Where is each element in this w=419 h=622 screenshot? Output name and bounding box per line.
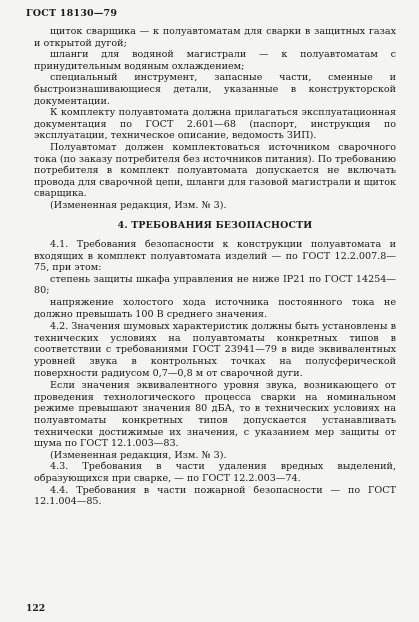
paragraph: специальный инструмент, запасные части, сменные и быстроизнашивающиеся детали, указанные в конструкторской документации. — [34, 72, 396, 107]
paragraph: 4.3. Требования в части удаления вредных выделений, образующихся при сварке, — по ГОСТ 12.2.003—74. — [34, 461, 396, 484]
amendment-note: (Измененная редакция, Изм. № 3). — [50, 199, 227, 211]
paragraph: щиток сварщика — к полуавтоматам для сварки в защитных газах и открытой дугой; — [34, 26, 396, 49]
paragraph: шланги для водяной магистрали — к полуавтоматам с принудительным водяным охлаждением; — [34, 49, 396, 72]
paragraph: 4.4. Требования в части пожарной безопасности — по ГОСТ 12.1.004—85. — [34, 484, 396, 508]
amendment-note: (Измененная редакция, Изм. № 3). — [50, 449, 227, 461]
paragraph: Полуавтомат должен комплектоваться источником сварочного тока (по заказу потребителя без источников питания). По требованию потребителя в комплект полуавтомата допускается не включать провода для сварочной цепи, шланги для газовой магистрали и щиток сварщика. — [34, 141, 396, 200]
page-header: ГОСТ 18130—79 — [26, 8, 118, 19]
document-body — [34, 26, 396, 508]
section-heading: 4. ТРЕБОВАНИЯ БЕЗОПАСНОСТИ — [117, 219, 313, 231]
paragraph: 4.2. Значения шумовых характеристик должны быть установлены в технических условиях на полуавтоматы конкретных типов в соответствии с требованиями ГОСТ 23941—79 в виде эквивалентных уровней звука в контрольных точках на полусферической поверхности радиусом 0,7—0,8 м от сварочной дуги. — [34, 321, 396, 379]
paragraph: К комплекту полуавтомата должна прилагаться эксплуатационная документация по ГОСТ 2.601—68 (паспорт, инструкция по эксплуатации, техническое описание, ведомость ЗИП). — [34, 107, 396, 142]
paragraph: степень защиты шкафа управления не ниже IP21 по ГОСТ 14254—80; — [34, 273, 396, 297]
paragraph: напряжение холостого хода источника постоянного тока не должно превышать 100 В среднего значения. — [34, 297, 396, 320]
paragraph: 4.1. Требования безопасности к конструкции полуавтомата и входящих в комплект полуавтомата изделий — по ГОСТ 12.2.007.8—75, при этом: — [34, 239, 396, 274]
page-number: 122 — [26, 603, 46, 614]
paragraph: Если значения эквивалентного уровня звука, возникающего от проведения технологического процесса сварки на номинальном режиме превышают значения 80 дБА, то в технических условиях на полуавтоматы конкретных типов допускается устанавливать технически достижимые их значения, с указанием мер защиты от шума по ГОСТ 12.1.003—83. — [34, 380, 396, 450]
